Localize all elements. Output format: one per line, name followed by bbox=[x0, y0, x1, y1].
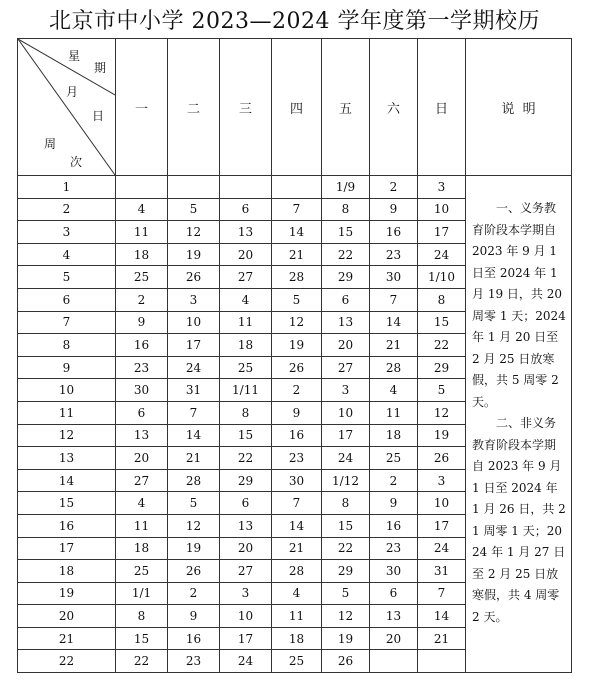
date-cell: 24 bbox=[322, 447, 370, 470]
date-cell: 6 bbox=[322, 288, 370, 311]
date-cell: 19 bbox=[322, 627, 370, 650]
date-cell: 21 bbox=[168, 447, 220, 470]
week-number-cell: 21 bbox=[18, 627, 116, 650]
calendar-body bbox=[18, 176, 572, 673]
date-cell: 9 bbox=[370, 492, 418, 515]
date-cell: 11 bbox=[272, 605, 322, 628]
date-cell: 18 bbox=[370, 424, 418, 447]
date-cell: 20 bbox=[370, 627, 418, 650]
week-number-cell: 20 bbox=[18, 605, 116, 628]
date-cell: 26 bbox=[418, 447, 466, 470]
day-header-sun: 日 bbox=[418, 39, 466, 176]
week-number-cell: 10 bbox=[18, 379, 116, 402]
date-cell: 30 bbox=[370, 266, 418, 289]
date-cell: 5 bbox=[272, 288, 322, 311]
corner-label-day: 日 bbox=[92, 109, 105, 123]
date-cell: 15 bbox=[322, 221, 370, 244]
date-cell: 16 bbox=[168, 627, 220, 650]
date-cell: 5 bbox=[168, 198, 220, 221]
date-cell: 19 bbox=[418, 424, 466, 447]
date-cell: 10 bbox=[220, 605, 272, 628]
date-cell: 19 bbox=[272, 334, 322, 357]
date-cell: 2 bbox=[168, 582, 220, 605]
date-cell: 27 bbox=[116, 469, 168, 492]
date-cell: 24 bbox=[418, 537, 466, 560]
date-cell bbox=[418, 650, 466, 673]
date-cell: 15 bbox=[220, 424, 272, 447]
corner-label-month: 月 bbox=[66, 85, 79, 99]
date-cell: 27 bbox=[322, 356, 370, 379]
date-cell: 1/1 bbox=[116, 582, 168, 605]
date-cell: 21 bbox=[418, 627, 466, 650]
date-cell: 6 bbox=[220, 492, 272, 515]
corner-label-weekday-1: 星 bbox=[68, 49, 81, 63]
date-cell: 21 bbox=[272, 243, 322, 266]
table-row bbox=[18, 176, 572, 199]
date-cell: 23 bbox=[370, 537, 418, 560]
date-cell: 29 bbox=[322, 560, 370, 583]
date-cell: 10 bbox=[322, 401, 370, 424]
note-paragraph: 二、非义务教育阶段本学期自 2023 年 9 月 1 日至 2024 年 1 月 26 日，共 21 周零 1 天；2024 年 1 月 27 日至 2 月 25 日放寒假，共 4 周零 2 天。 bbox=[472, 416, 566, 624]
date-cell: 7 bbox=[370, 288, 418, 311]
date-cell: 8 bbox=[322, 492, 370, 515]
date-cell: 18 bbox=[220, 334, 272, 357]
date-cell: 22 bbox=[116, 650, 168, 673]
date-cell bbox=[272, 176, 322, 199]
date-cell: 15 bbox=[418, 311, 466, 334]
date-cell: 1/10 bbox=[418, 266, 466, 289]
week-number-cell: 9 bbox=[18, 356, 116, 379]
date-cell: 25 bbox=[116, 266, 168, 289]
date-cell: 23 bbox=[272, 447, 322, 470]
date-cell: 29 bbox=[322, 266, 370, 289]
date-cell: 9 bbox=[370, 198, 418, 221]
corner-cell bbox=[18, 39, 116, 176]
date-cell: 21 bbox=[370, 334, 418, 357]
week-number-cell: 2 bbox=[18, 198, 116, 221]
date-cell bbox=[370, 650, 418, 673]
date-cell: 3 bbox=[418, 176, 466, 199]
date-cell: 9 bbox=[116, 311, 168, 334]
date-cell: 8 bbox=[418, 288, 466, 311]
date-cell: 21 bbox=[272, 537, 322, 560]
date-cell: 14 bbox=[418, 605, 466, 628]
calendar-table bbox=[17, 38, 572, 673]
date-cell: 26 bbox=[272, 356, 322, 379]
date-cell bbox=[116, 176, 168, 199]
date-cell: 17 bbox=[418, 514, 466, 537]
date-cell: 17 bbox=[220, 627, 272, 650]
date-cell: 5 bbox=[168, 492, 220, 515]
date-cell: 20 bbox=[322, 334, 370, 357]
date-cell: 29 bbox=[220, 469, 272, 492]
date-cell: 2 bbox=[116, 288, 168, 311]
date-cell: 24 bbox=[418, 243, 466, 266]
date-cell: 24 bbox=[220, 650, 272, 673]
week-number-cell: 16 bbox=[18, 514, 116, 537]
date-cell: 12 bbox=[418, 401, 466, 424]
date-cell: 8 bbox=[322, 198, 370, 221]
date-cell: 23 bbox=[168, 650, 220, 673]
date-cell: 11 bbox=[220, 311, 272, 334]
day-header-sat: 六 bbox=[370, 39, 418, 176]
date-cell: 9 bbox=[272, 401, 322, 424]
date-cell: 19 bbox=[168, 243, 220, 266]
date-cell: 22 bbox=[418, 334, 466, 357]
date-cell: 27 bbox=[220, 266, 272, 289]
date-cell: 4 bbox=[116, 198, 168, 221]
date-cell: 22 bbox=[322, 537, 370, 560]
date-cell: 20 bbox=[220, 537, 272, 560]
week-number-cell: 11 bbox=[18, 401, 116, 424]
date-cell: 13 bbox=[322, 311, 370, 334]
week-number-cell: 22 bbox=[18, 650, 116, 673]
week-number-cell: 14 bbox=[18, 469, 116, 492]
date-cell: 14 bbox=[272, 221, 322, 244]
date-cell: 4 bbox=[370, 379, 418, 402]
date-cell: 7 bbox=[168, 401, 220, 424]
date-cell: 22 bbox=[220, 447, 272, 470]
date-cell: 1/12 bbox=[322, 469, 370, 492]
week-number-cell: 4 bbox=[18, 243, 116, 266]
date-cell: 1/11 bbox=[220, 379, 272, 402]
date-cell: 17 bbox=[322, 424, 370, 447]
date-cell: 13 bbox=[116, 424, 168, 447]
date-cell: 26 bbox=[168, 266, 220, 289]
date-cell: 7 bbox=[272, 492, 322, 515]
week-number-cell: 3 bbox=[18, 221, 116, 244]
week-number-cell: 19 bbox=[18, 582, 116, 605]
date-cell: 11 bbox=[116, 221, 168, 244]
date-cell: 11 bbox=[116, 514, 168, 537]
date-cell: 13 bbox=[220, 221, 272, 244]
date-cell: 5 bbox=[322, 582, 370, 605]
date-cell: 16 bbox=[116, 334, 168, 357]
date-cell: 25 bbox=[116, 560, 168, 583]
date-cell: 16 bbox=[370, 221, 418, 244]
date-cell: 2 bbox=[370, 176, 418, 199]
date-cell: 27 bbox=[220, 560, 272, 583]
date-cell: 29 bbox=[418, 356, 466, 379]
date-cell: 12 bbox=[168, 514, 220, 537]
date-cell: 31 bbox=[168, 379, 220, 402]
date-cell: 13 bbox=[220, 514, 272, 537]
date-cell: 30 bbox=[370, 560, 418, 583]
date-cell: 7 bbox=[418, 582, 466, 605]
date-cell: 15 bbox=[322, 514, 370, 537]
date-cell: 28 bbox=[168, 469, 220, 492]
date-cell: 10 bbox=[418, 492, 466, 515]
date-cell: 4 bbox=[220, 288, 272, 311]
date-cell: 17 bbox=[418, 221, 466, 244]
date-cell: 3 bbox=[220, 582, 272, 605]
date-cell: 15 bbox=[116, 627, 168, 650]
notes-cell bbox=[466, 176, 572, 673]
date-cell: 28 bbox=[272, 560, 322, 583]
date-cell: 11 bbox=[370, 401, 418, 424]
date-cell: 28 bbox=[272, 266, 322, 289]
date-cell: 10 bbox=[418, 198, 466, 221]
date-cell: 14 bbox=[370, 311, 418, 334]
date-cell bbox=[168, 176, 220, 199]
week-number-cell: 17 bbox=[18, 537, 116, 560]
date-cell: 9 bbox=[168, 605, 220, 628]
date-cell: 30 bbox=[272, 469, 322, 492]
date-cell: 3 bbox=[322, 379, 370, 402]
date-cell: 2 bbox=[370, 469, 418, 492]
date-cell: 12 bbox=[322, 605, 370, 628]
date-cell bbox=[220, 176, 272, 199]
date-cell: 7 bbox=[272, 198, 322, 221]
week-number-cell: 7 bbox=[18, 311, 116, 334]
date-cell: 26 bbox=[322, 650, 370, 673]
day-header-tue: 二 bbox=[168, 39, 220, 176]
date-cell: 6 bbox=[370, 582, 418, 605]
week-number-cell: 13 bbox=[18, 447, 116, 470]
date-cell: 10 bbox=[168, 311, 220, 334]
date-cell: 13 bbox=[370, 605, 418, 628]
date-cell: 22 bbox=[322, 243, 370, 266]
date-cell: 16 bbox=[370, 514, 418, 537]
date-cell: 12 bbox=[272, 311, 322, 334]
day-header-fri: 五 bbox=[322, 39, 370, 176]
date-cell: 31 bbox=[418, 560, 466, 583]
date-cell: 3 bbox=[418, 469, 466, 492]
week-number-cell: 6 bbox=[18, 288, 116, 311]
date-cell: 16 bbox=[272, 424, 322, 447]
date-cell: 20 bbox=[220, 243, 272, 266]
date-cell: 23 bbox=[116, 356, 168, 379]
date-cell: 17 bbox=[168, 334, 220, 357]
date-cell: 26 bbox=[168, 560, 220, 583]
date-cell: 4 bbox=[272, 582, 322, 605]
date-cell: 4 bbox=[116, 492, 168, 515]
date-cell: 25 bbox=[272, 650, 322, 673]
date-cell: 8 bbox=[220, 401, 272, 424]
day-header-thu: 四 bbox=[272, 39, 322, 176]
date-cell: 18 bbox=[272, 627, 322, 650]
date-cell: 18 bbox=[116, 537, 168, 560]
corner-label-week-2: 次 bbox=[70, 155, 83, 169]
date-cell: 19 bbox=[168, 537, 220, 560]
date-cell: 2 bbox=[272, 379, 322, 402]
header-row bbox=[18, 39, 572, 176]
corner-label-weekday-2: 期 bbox=[94, 61, 107, 75]
date-cell: 1/9 bbox=[322, 176, 370, 199]
date-cell: 30 bbox=[116, 379, 168, 402]
date-cell: 14 bbox=[168, 424, 220, 447]
week-number-cell: 8 bbox=[18, 334, 116, 357]
date-cell: 6 bbox=[220, 198, 272, 221]
notes-header: 说 明 bbox=[466, 39, 572, 176]
date-cell: 6 bbox=[116, 401, 168, 424]
corner-label-week-1: 周 bbox=[44, 137, 57, 151]
date-cell: 18 bbox=[116, 243, 168, 266]
date-cell: 12 bbox=[168, 221, 220, 244]
date-cell: 8 bbox=[116, 605, 168, 628]
week-number-cell: 18 bbox=[18, 560, 116, 583]
week-number-cell: 12 bbox=[18, 424, 116, 447]
date-cell: 28 bbox=[370, 356, 418, 379]
page-title: 北京市中小学 2023—2024 学年度第一学期校历 bbox=[49, 9, 540, 34]
date-cell: 25 bbox=[220, 356, 272, 379]
date-cell: 23 bbox=[370, 243, 418, 266]
day-header-wed: 三 bbox=[220, 39, 272, 176]
week-number-cell: 15 bbox=[18, 492, 116, 515]
date-cell: 20 bbox=[116, 447, 168, 470]
day-header-mon: 一 bbox=[116, 39, 168, 176]
week-number-cell: 1 bbox=[18, 176, 116, 199]
date-cell: 25 bbox=[370, 447, 418, 470]
week-number-cell: 5 bbox=[18, 266, 116, 289]
date-cell: 5 bbox=[418, 379, 466, 402]
date-cell: 3 bbox=[168, 288, 220, 311]
date-cell: 24 bbox=[168, 356, 220, 379]
note-paragraph: 一、义务教育阶段本学期自 2023 年 9 月 1 日至 2024 年 1 月 19 日，共 20 周零 1 天；2024 年 1 月 20 日至 2 月 25 日放寒假，共 5 周零 2 天。 bbox=[472, 201, 566, 409]
date-cell: 14 bbox=[272, 514, 322, 537]
